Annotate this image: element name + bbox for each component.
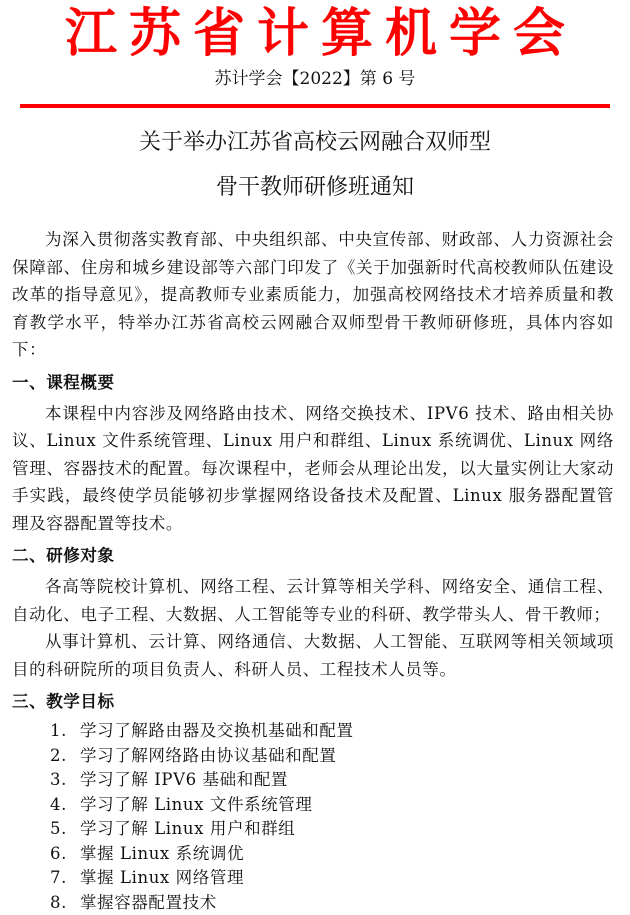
red-divider-rule	[20, 104, 610, 108]
list-item	[12, 842, 614, 867]
list-item	[12, 744, 614, 769]
list-item-number: 3.	[50, 768, 80, 793]
list-item-number: 6.	[50, 842, 80, 867]
list-item-text: 学习了解 Linux 用户和群组	[80, 819, 295, 838]
course-overview-paragraph: 本课程中内容涉及网络路由技术、网络交换技术、IPV6 技术、路由相关协议、Linux 文件系统管理、Linux 用户和群组、Linux 系统调优、Linux 网络管理、容器技术的配置。每次课程中，老师会从理论出发，以大量实例让大家动手实践，最终使学员能够初步掌握网络设备技术及配置、Linux 服务器配置管理及容器配置等技术。	[12, 400, 614, 538]
list-item	[12, 719, 614, 744]
notice-body	[12, 226, 614, 915]
list-item-number: 2.	[50, 744, 80, 769]
list-item-number: 4.	[50, 793, 80, 818]
teaching-goals-list	[12, 719, 614, 915]
list-item-text: 学习了解 Linux 文件系统管理	[80, 795, 312, 814]
section-heading-teaching-goals: 三、教学目标	[12, 689, 614, 715]
target-audience-paragraph-1: 各高等院校计算机、网络工程、云计算等相关学科、网络安全、通信工程、自动化、电子工程、大数据、人工智能等专业的科研、教学带头人、骨干教师；	[12, 573, 614, 628]
list-item-number: 8.	[50, 891, 80, 915]
list-item-text: 学习了解路由器及交换机基础和配置	[80, 721, 354, 740]
list-item-text: 掌握容器配置技术	[80, 893, 217, 912]
intro-paragraph: 为深入贯彻落实教育部、中央组织部、中央宣传部、财政部、人力资源社会保障部、住房和城乡建设部等六部门印发了《关于加强新时代高校教师队伍建设改革的指导意见》，提高教师专业素质能力，加强高校网络技术才培养质量和教育教学水平，特举办江苏省高校云网融合双师型骨干教师研修班，具体内容如下：	[12, 226, 614, 364]
notice-title-line-1: 关于举办江苏省高校云网融合双师型	[0, 128, 630, 158]
list-item-text: 掌握 Linux 系统调优	[80, 844, 244, 863]
section-heading-course-overview: 一、课程概要	[12, 370, 614, 396]
document-number: 苏计学会【2022】第 6 号	[0, 68, 630, 90]
list-item-number: 5.	[50, 817, 80, 842]
list-item	[12, 817, 614, 842]
target-audience-paragraph-2: 从事计算机、云计算、网络通信、大数据、人工智能、互联网等相关领域项目的科研院所的项目负责人、科研人员、工程技术人员等。	[12, 628, 614, 683]
list-item-number: 7.	[50, 866, 80, 891]
list-item	[12, 793, 614, 818]
notice-title-line-2: 骨干教师研修班通知	[0, 173, 630, 203]
organization-masthead: 江苏省计算机学会	[0, 2, 630, 66]
list-item-text: 学习了解网络路由协议基础和配置	[80, 746, 337, 765]
list-item-text: 掌握 Linux 网络管理	[80, 868, 244, 887]
list-item	[12, 866, 614, 891]
list-item-number: 1.	[50, 719, 80, 744]
list-item	[12, 768, 614, 793]
list-item-text: 学习了解 IPV6 基础和配置	[80, 770, 288, 789]
list-item	[12, 891, 614, 915]
section-heading-target-audience: 二、研修对象	[12, 543, 614, 569]
